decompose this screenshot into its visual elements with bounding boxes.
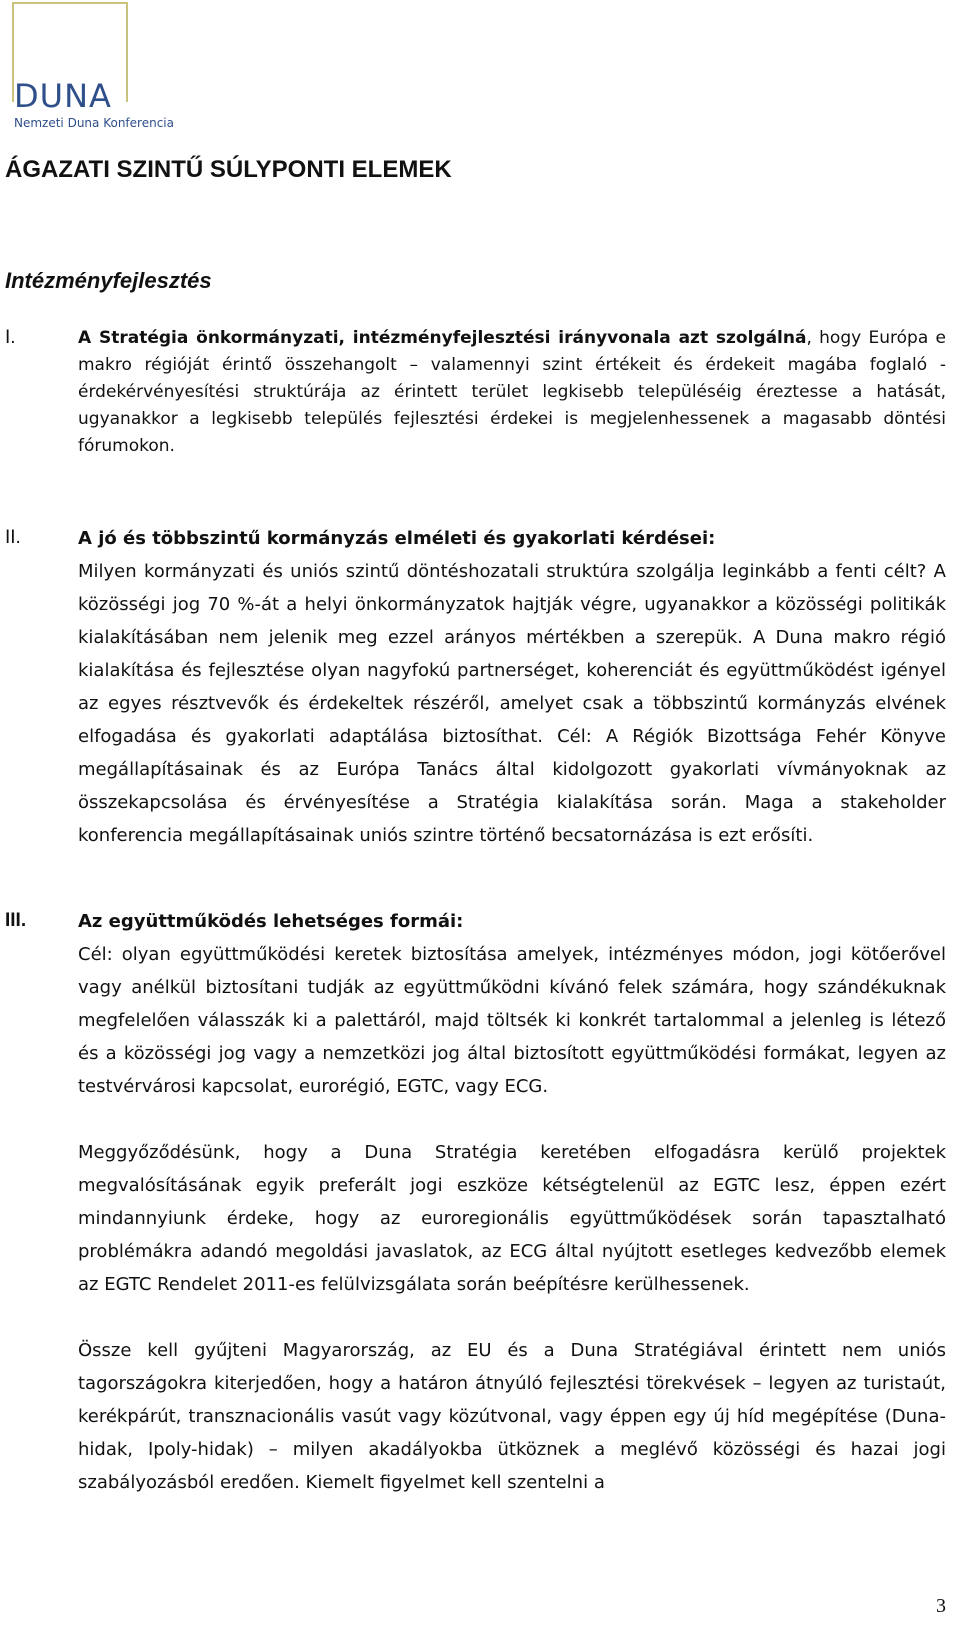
section-3-text: Cél: olyan együttműködési keretek biztosítása amelyek, intézményes módon, jogi kötőerővel vagy anélkül biztosítani tudják az együttműködni kívánó felek számára, hogy szándékuknak megfelelően válasszák ki a palettáról, majd töltsék ki konkrét tartalommal a jelenleg is létező és a közösségi jog vagy a nemzetközi jog által biztosított együttműködési formákat, legyen az testvérvárosi kapcsolat, eurorégió, EGTC, vagy ECG. — [78, 944, 946, 1097]
section-2-lead: A jó és többszintű kormányzás elméleti és gyakorlati kérdései: — [78, 528, 716, 549]
section-number-1: I. — [5, 327, 16, 348]
section-number-2: II. — [5, 527, 21, 548]
section-1-text: , hogy Európa e makro régióját érintő összehangolt – valamennyi szint értékeit és érdekeit magába foglaló - érdekérvényesítési struktúrája az érintett terület legkisebb településéig éreztesse a hatását, ugyanakkor a legkisebb település fejlesztési érdekei is megjelenhessenek a magasabb döntési fórumokon. — [78, 328, 946, 456]
section-1-lead: A Stratégia önkormányzati, intézményfejlesztési irányvonala azt szolgálná — [78, 328, 807, 348]
section-3-paragraph-3: Össze kell gyűjteni Magyarország, az EU és a Duna Stratégiával érintett nem uniós tagországokra kiterjedően, hogy a határon átnyúló fejlesztési törekvések – legyen az turistaút, kerékpárút, transznacionális vasút vagy közútvonal, vagy éppen egy új híd megépítése (Duna-hidak, Ipoly-hidak) – milyen akadályokba ütköznek a meglévő közösségi és hazai jogi szabályozásból eredően. Kiemelt figyelmet kell szentelni a — [78, 1340, 946, 1493]
duna-logo — [12, 2, 202, 130]
section-3-lead: Az együttműködés lehetséges formái: — [78, 911, 464, 932]
section-3 — [78, 905, 946, 1499]
document-heading: ÁGAZATI SZINTŰ SÚLYPONTI ELEMEK — [5, 156, 452, 183]
logo-word: DUNA — [14, 77, 112, 115]
section-number-3: III. — [5, 910, 27, 931]
section-3-paragraph-2: Meggyőződésünk, hogy a Duna Stratégia keretében elfogadásra kerülő projektek megvalósításának egyik preferált jogi eszköze kétségtelenül az EGTC lesz, éppen ezért mindannyiunk érdeke, hogy az euroregionális együttműködések során tapasztalható problémákra adandó megoldási javaslatok, az ECG által nyújtott esetleges kedvezőbb elemek az EGTC Rendelet 2011-es felülvizsgálata során beépítésre kerülhessenek. — [78, 1142, 946, 1295]
section-2-text: Milyen kormányzati és uniós szintű döntéshozatali struktúra szolgálja leginkább a fenti célt? A közösségi jog 70 %-át a helyi önkormányzatok hajtják végre, ugyanakkor a közösségi politikák kialakításában nem jelenik meg ezzel arányos mértékben a szerepük. A Duna makro régió kialakítása és fejlesztése olyan nagyfokú partnerséget, koherenciát és együttműködést igényel az egyes résztvevők és érdekeltek részéről, amelyet csak a többszintű kormányzás elvének elfogadása és gyakorlati adaptálása biztosíthat. Cél: A Régiók Bizottsága Fehér Könyve megállapításainak és az Európa Tanács által kidolgozott gyakorlati vívmányoknak az összekapcsolása és érvényesítése a Stratégia kialakítása során. Maga a stakeholder konferencia megállapításainak uniós szintre történő becsatornázása is ezt erősíti. — [78, 561, 946, 846]
section-1 — [78, 325, 946, 460]
section-1-paragraph — [78, 325, 946, 460]
logo-subtitle: Nemzeti Duna Konferencia — [14, 116, 174, 130]
page-number: 3 — [936, 1595, 946, 1617]
document-subheading: Intézményfejlesztés — [5, 268, 212, 293]
section-2 — [78, 522, 946, 852]
